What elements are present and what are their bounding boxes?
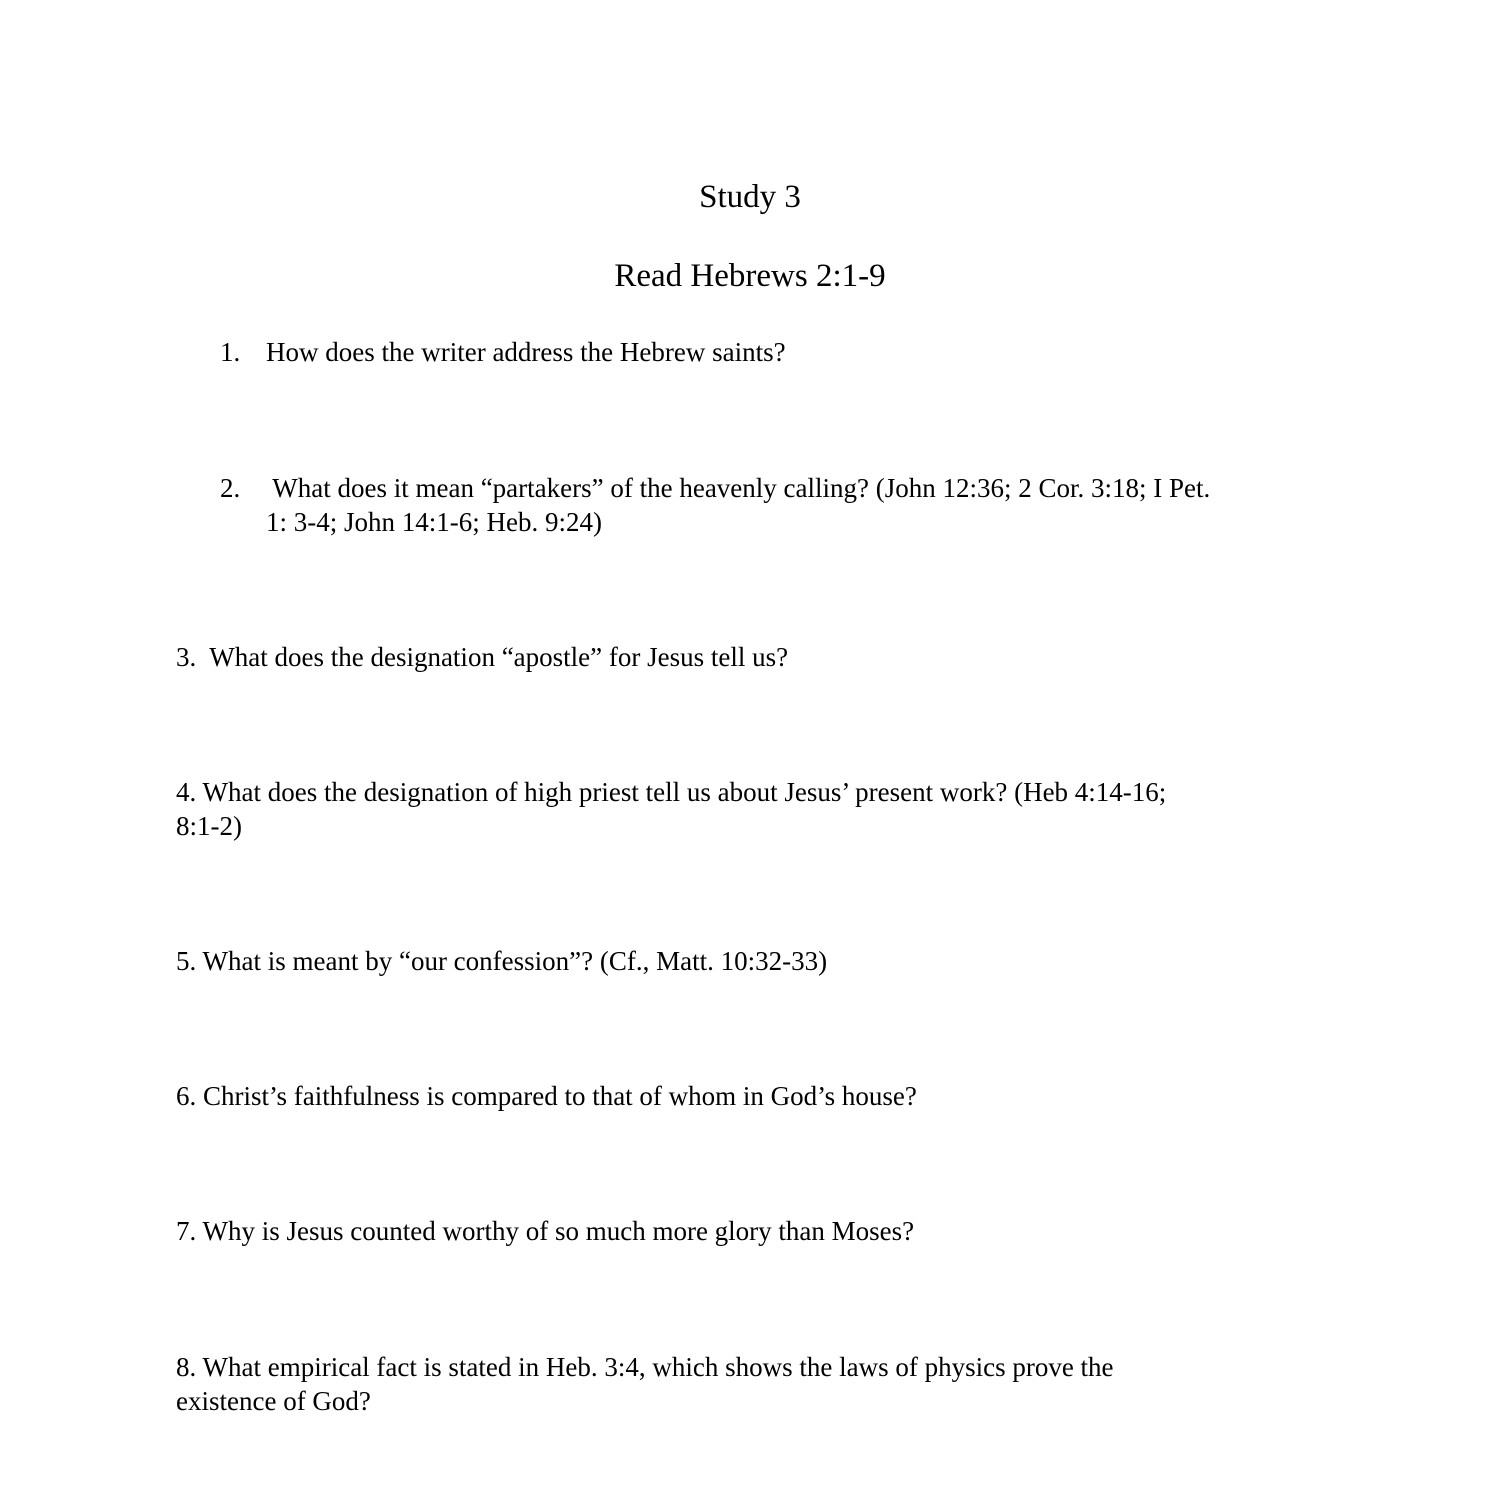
question-text: 6. Christ’s faithfulness is compared to that of whom in God’s house? [176,1081,917,1111]
document-title: Study 3 [699,179,801,215]
question-4 [176,775,1166,843]
question-text: 4. What does the designation of high priest tell us about Jesus’ present work? (Heb 4:14-16; [176,777,1167,807]
question-6 [176,1079,917,1113]
question-text-continued: 1: 3-4; John 14:1-6; Heb. 9:24) [266,507,602,537]
question-7 [176,1214,914,1248]
question-3 [176,640,788,674]
question-2 [220,471,1210,539]
question-1 [220,335,786,369]
question-text: What does it mean “partakers” of the heavenly calling? (John 12:36; 2 Cor. 3:18; I Pet. [266,473,1211,503]
question-text: How does the writer address the Hebrew saints? [266,337,786,367]
question-text: 8. What empirical fact is stated in Heb. 3:4, which shows the laws of physics prove the [176,1352,1114,1382]
question-text: 7. Why is Jesus counted worthy of so much more glory than Moses? [176,1216,915,1246]
question-text: 5. What is meant by “our confession”? (Cf., Matt. 10:32-33) [176,946,828,976]
question-number: 2. [220,473,241,503]
question-text: 3. What does the designation “apostle” for Jesus tell us? [176,642,789,672]
question-5 [176,944,827,978]
question-number: 1. [220,337,241,367]
document-subtitle: Read Hebrews 2:1-9 [614,258,886,294]
question-8 [176,1350,1114,1418]
question-text-continued: existence of God? [176,1386,371,1416]
question-text-continued: 8:1-2) [176,811,242,841]
